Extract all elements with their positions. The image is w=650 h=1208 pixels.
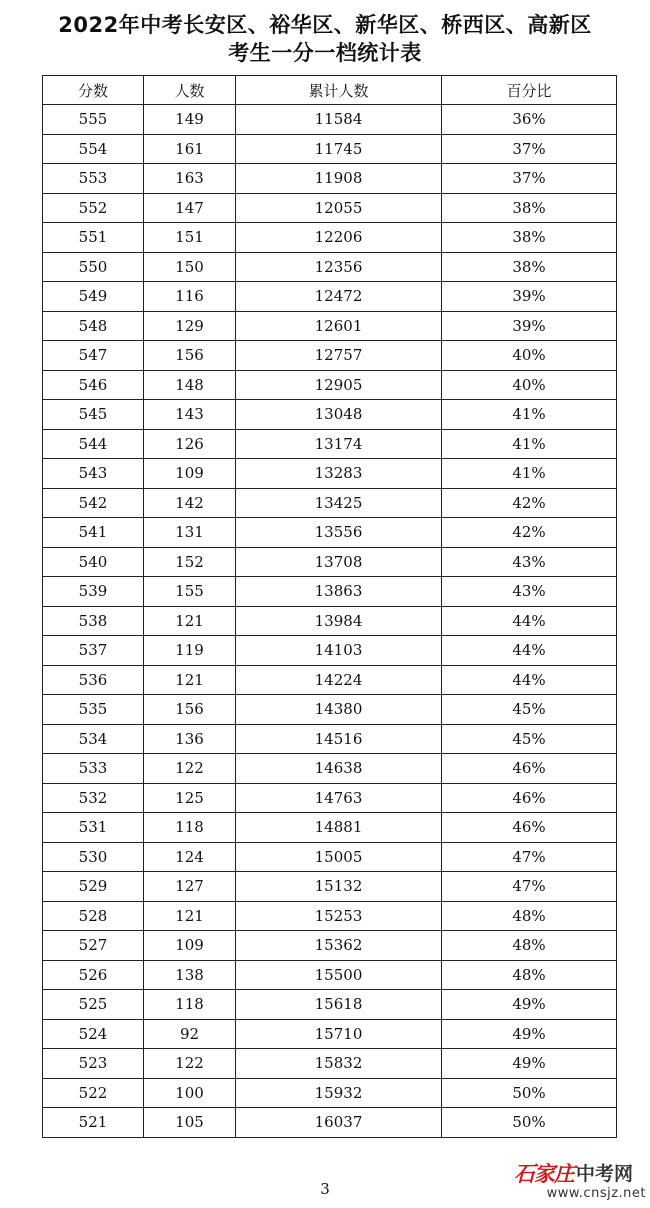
cell-percentage: 41% <box>442 400 617 430</box>
cell-cumulative: 13708 <box>236 547 442 577</box>
cell-percentage: 47% <box>442 842 617 872</box>
cell-cumulative: 14380 <box>236 695 442 725</box>
table-row <box>43 754 617 784</box>
cell-percentage: 41% <box>442 429 617 459</box>
cell-score: 548 <box>43 311 144 341</box>
cell-cumulative: 15362 <box>236 931 442 961</box>
table-row <box>43 193 617 223</box>
cell-cumulative: 14224 <box>236 665 442 695</box>
cell-percentage: 39% <box>442 282 617 312</box>
cell-score: 521 <box>43 1108 144 1138</box>
cell-score: 544 <box>43 429 144 459</box>
table-row <box>43 695 617 725</box>
cell-score: 534 <box>43 724 144 754</box>
table-row <box>43 518 617 548</box>
cell-score: 541 <box>43 518 144 548</box>
cell-score: 546 <box>43 370 144 400</box>
cell-cumulative: 14103 <box>236 636 442 666</box>
cell-percentage: 45% <box>442 695 617 725</box>
cell-count: 124 <box>144 842 236 872</box>
cell-cumulative: 16037 <box>236 1108 442 1138</box>
watermark-url: www.cnsjz.net <box>546 1186 646 1201</box>
cell-score: 555 <box>43 105 144 135</box>
header-score: 分数 <box>43 76 144 105</box>
cell-score: 531 <box>43 813 144 843</box>
cell-percentage: 39% <box>442 311 617 341</box>
table-row <box>43 1108 617 1138</box>
header-percentage: 百分比 <box>442 76 617 105</box>
page-number: 3 <box>320 1180 330 1198</box>
cell-count: 116 <box>144 282 236 312</box>
cell-percentage: 45% <box>442 724 617 754</box>
cell-cumulative: 12757 <box>236 341 442 371</box>
cell-count: 109 <box>144 931 236 961</box>
table-row <box>43 429 617 459</box>
cell-count: 148 <box>144 370 236 400</box>
cell-count: 151 <box>144 223 236 253</box>
cell-score: 551 <box>43 223 144 253</box>
table-row <box>43 577 617 607</box>
cell-count: 126 <box>144 429 236 459</box>
watermark-logo-text: 石家庄 <box>514 1161 574 1186</box>
table-row <box>43 341 617 371</box>
table-row <box>43 901 617 931</box>
cell-cumulative: 11908 <box>236 164 442 194</box>
cell-cumulative: 15832 <box>236 1049 442 1079</box>
cell-percentage: 43% <box>442 547 617 577</box>
cell-score: 549 <box>43 282 144 312</box>
cell-cumulative: 11584 <box>236 105 442 135</box>
table-row <box>43 282 617 312</box>
cell-score: 542 <box>43 488 144 518</box>
cell-score: 530 <box>43 842 144 872</box>
document-title-line2: 考生一分一档统计表 <box>228 41 422 65</box>
cell-count: 122 <box>144 754 236 784</box>
table-row <box>43 488 617 518</box>
cell-score: 535 <box>43 695 144 725</box>
table-row <box>43 459 617 489</box>
table-row <box>43 1078 617 1108</box>
cell-percentage: 37% <box>442 134 617 164</box>
cell-cumulative: 13863 <box>236 577 442 607</box>
cell-percentage: 46% <box>442 813 617 843</box>
table-row <box>43 960 617 990</box>
cell-score: 545 <box>43 400 144 430</box>
cell-percentage: 44% <box>442 606 617 636</box>
table-row <box>43 931 617 961</box>
cell-count: 109 <box>144 459 236 489</box>
cell-count: 131 <box>144 518 236 548</box>
cell-score: 553 <box>43 164 144 194</box>
header-cumulative: 累计人数 <box>236 76 442 105</box>
cell-count: 121 <box>144 606 236 636</box>
cell-percentage: 42% <box>442 488 617 518</box>
cell-count: 149 <box>144 105 236 135</box>
table-row <box>43 990 617 1020</box>
table-row <box>43 164 617 194</box>
cell-count: 125 <box>144 783 236 813</box>
cell-count: 150 <box>144 252 236 282</box>
cell-count: 119 <box>144 636 236 666</box>
cell-percentage: 40% <box>442 370 617 400</box>
cell-percentage: 38% <box>442 193 617 223</box>
cell-cumulative: 14516 <box>236 724 442 754</box>
cell-count: 155 <box>144 577 236 607</box>
cell-count: 143 <box>144 400 236 430</box>
cell-score: 537 <box>43 636 144 666</box>
header-count: 人数 <box>144 76 236 105</box>
score-distribution-table <box>42 75 617 1138</box>
cell-score: 552 <box>43 193 144 223</box>
cell-count: 163 <box>144 164 236 194</box>
cell-score: 529 <box>43 872 144 902</box>
table-row <box>43 370 617 400</box>
cell-score: 547 <box>43 341 144 371</box>
cell-count: 136 <box>144 724 236 754</box>
cell-count: 118 <box>144 813 236 843</box>
cell-count: 152 <box>144 547 236 577</box>
table-row <box>43 665 617 695</box>
cell-percentage: 37% <box>442 164 617 194</box>
table-row <box>43 134 617 164</box>
cell-count: 118 <box>144 990 236 1020</box>
cell-score: 526 <box>43 960 144 990</box>
table-row <box>43 311 617 341</box>
cell-percentage: 43% <box>442 577 617 607</box>
cell-cumulative: 13984 <box>236 606 442 636</box>
table-row <box>43 636 617 666</box>
cell-count: 142 <box>144 488 236 518</box>
cell-percentage: 50% <box>442 1078 617 1108</box>
cell-cumulative: 12356 <box>236 252 442 282</box>
cell-score: 536 <box>43 665 144 695</box>
cell-count: 105 <box>144 1108 236 1138</box>
document-title-line1: 2022年中考长安区、裕华区、新华区、桥西区、高新区 <box>58 13 592 37</box>
cell-percentage: 38% <box>442 252 617 282</box>
cell-cumulative: 15500 <box>236 960 442 990</box>
cell-count: 122 <box>144 1049 236 1079</box>
cell-score: 554 <box>43 134 144 164</box>
cell-score: 532 <box>43 783 144 813</box>
cell-count: 147 <box>144 193 236 223</box>
cell-percentage: 47% <box>442 872 617 902</box>
watermark-logo <box>514 1158 646 1206</box>
table-header-row <box>43 76 617 105</box>
cell-percentage: 46% <box>442 783 617 813</box>
cell-cumulative: 13283 <box>236 459 442 489</box>
cell-percentage: 49% <box>442 1049 617 1079</box>
table-row <box>43 400 617 430</box>
cell-cumulative: 13425 <box>236 488 442 518</box>
table-row <box>43 606 617 636</box>
cell-percentage: 48% <box>442 960 617 990</box>
table-row <box>43 105 617 135</box>
cell-percentage: 40% <box>442 341 617 371</box>
cell-count: 156 <box>144 341 236 371</box>
cell-count: 127 <box>144 872 236 902</box>
cell-cumulative: 13048 <box>236 400 442 430</box>
cell-percentage: 36% <box>442 105 617 135</box>
table-row <box>43 1019 617 1049</box>
cell-cumulative: 11745 <box>236 134 442 164</box>
cell-percentage: 44% <box>442 636 617 666</box>
cell-cumulative: 14638 <box>236 754 442 784</box>
cell-score: 528 <box>43 901 144 931</box>
cell-count: 121 <box>144 901 236 931</box>
table-row <box>43 872 617 902</box>
cell-cumulative: 12472 <box>236 282 442 312</box>
cell-percentage: 48% <box>442 931 617 961</box>
cell-count: 161 <box>144 134 236 164</box>
cell-percentage: 49% <box>442 990 617 1020</box>
cell-score: 539 <box>43 577 144 607</box>
cell-percentage: 44% <box>442 665 617 695</box>
table-row <box>43 842 617 872</box>
cell-cumulative: 15132 <box>236 872 442 902</box>
cell-cumulative: 15253 <box>236 901 442 931</box>
cell-score: 523 <box>43 1049 144 1079</box>
cell-cumulative: 14881 <box>236 813 442 843</box>
table-row <box>43 813 617 843</box>
table-row <box>43 724 617 754</box>
cell-cumulative: 12055 <box>236 193 442 223</box>
cell-count: 138 <box>144 960 236 990</box>
cell-cumulative: 14763 <box>236 783 442 813</box>
table-row <box>43 252 617 282</box>
cell-score: 527 <box>43 931 144 961</box>
cell-percentage: 46% <box>442 754 617 784</box>
cell-score: 540 <box>43 547 144 577</box>
cell-score: 524 <box>43 1019 144 1049</box>
cell-score: 550 <box>43 252 144 282</box>
cell-score: 538 <box>43 606 144 636</box>
cell-cumulative: 12601 <box>236 311 442 341</box>
cell-count: 156 <box>144 695 236 725</box>
cell-cumulative: 15618 <box>236 990 442 1020</box>
cell-score: 525 <box>43 990 144 1020</box>
table-row <box>43 1049 617 1079</box>
cell-cumulative: 15005 <box>236 842 442 872</box>
cell-percentage: 49% <box>442 1019 617 1049</box>
cell-percentage: 50% <box>442 1108 617 1138</box>
cell-count: 100 <box>144 1078 236 1108</box>
cell-count: 121 <box>144 665 236 695</box>
cell-count: 92 <box>144 1019 236 1049</box>
cell-cumulative: 12905 <box>236 370 442 400</box>
cell-cumulative: 15710 <box>236 1019 442 1049</box>
watermark-site-name: 中考网 <box>576 1163 634 1185</box>
cell-cumulative: 13174 <box>236 429 442 459</box>
cell-score: 543 <box>43 459 144 489</box>
cell-percentage: 48% <box>442 901 617 931</box>
cell-cumulative: 13556 <box>236 518 442 548</box>
table-row <box>43 547 617 577</box>
cell-percentage: 41% <box>442 459 617 489</box>
cell-percentage: 42% <box>442 518 617 548</box>
cell-cumulative: 15932 <box>236 1078 442 1108</box>
cell-cumulative: 12206 <box>236 223 442 253</box>
cell-score: 533 <box>43 754 144 784</box>
table-row <box>43 223 617 253</box>
cell-count: 129 <box>144 311 236 341</box>
cell-score: 522 <box>43 1078 144 1108</box>
cell-percentage: 38% <box>442 223 617 253</box>
table-row <box>43 783 617 813</box>
